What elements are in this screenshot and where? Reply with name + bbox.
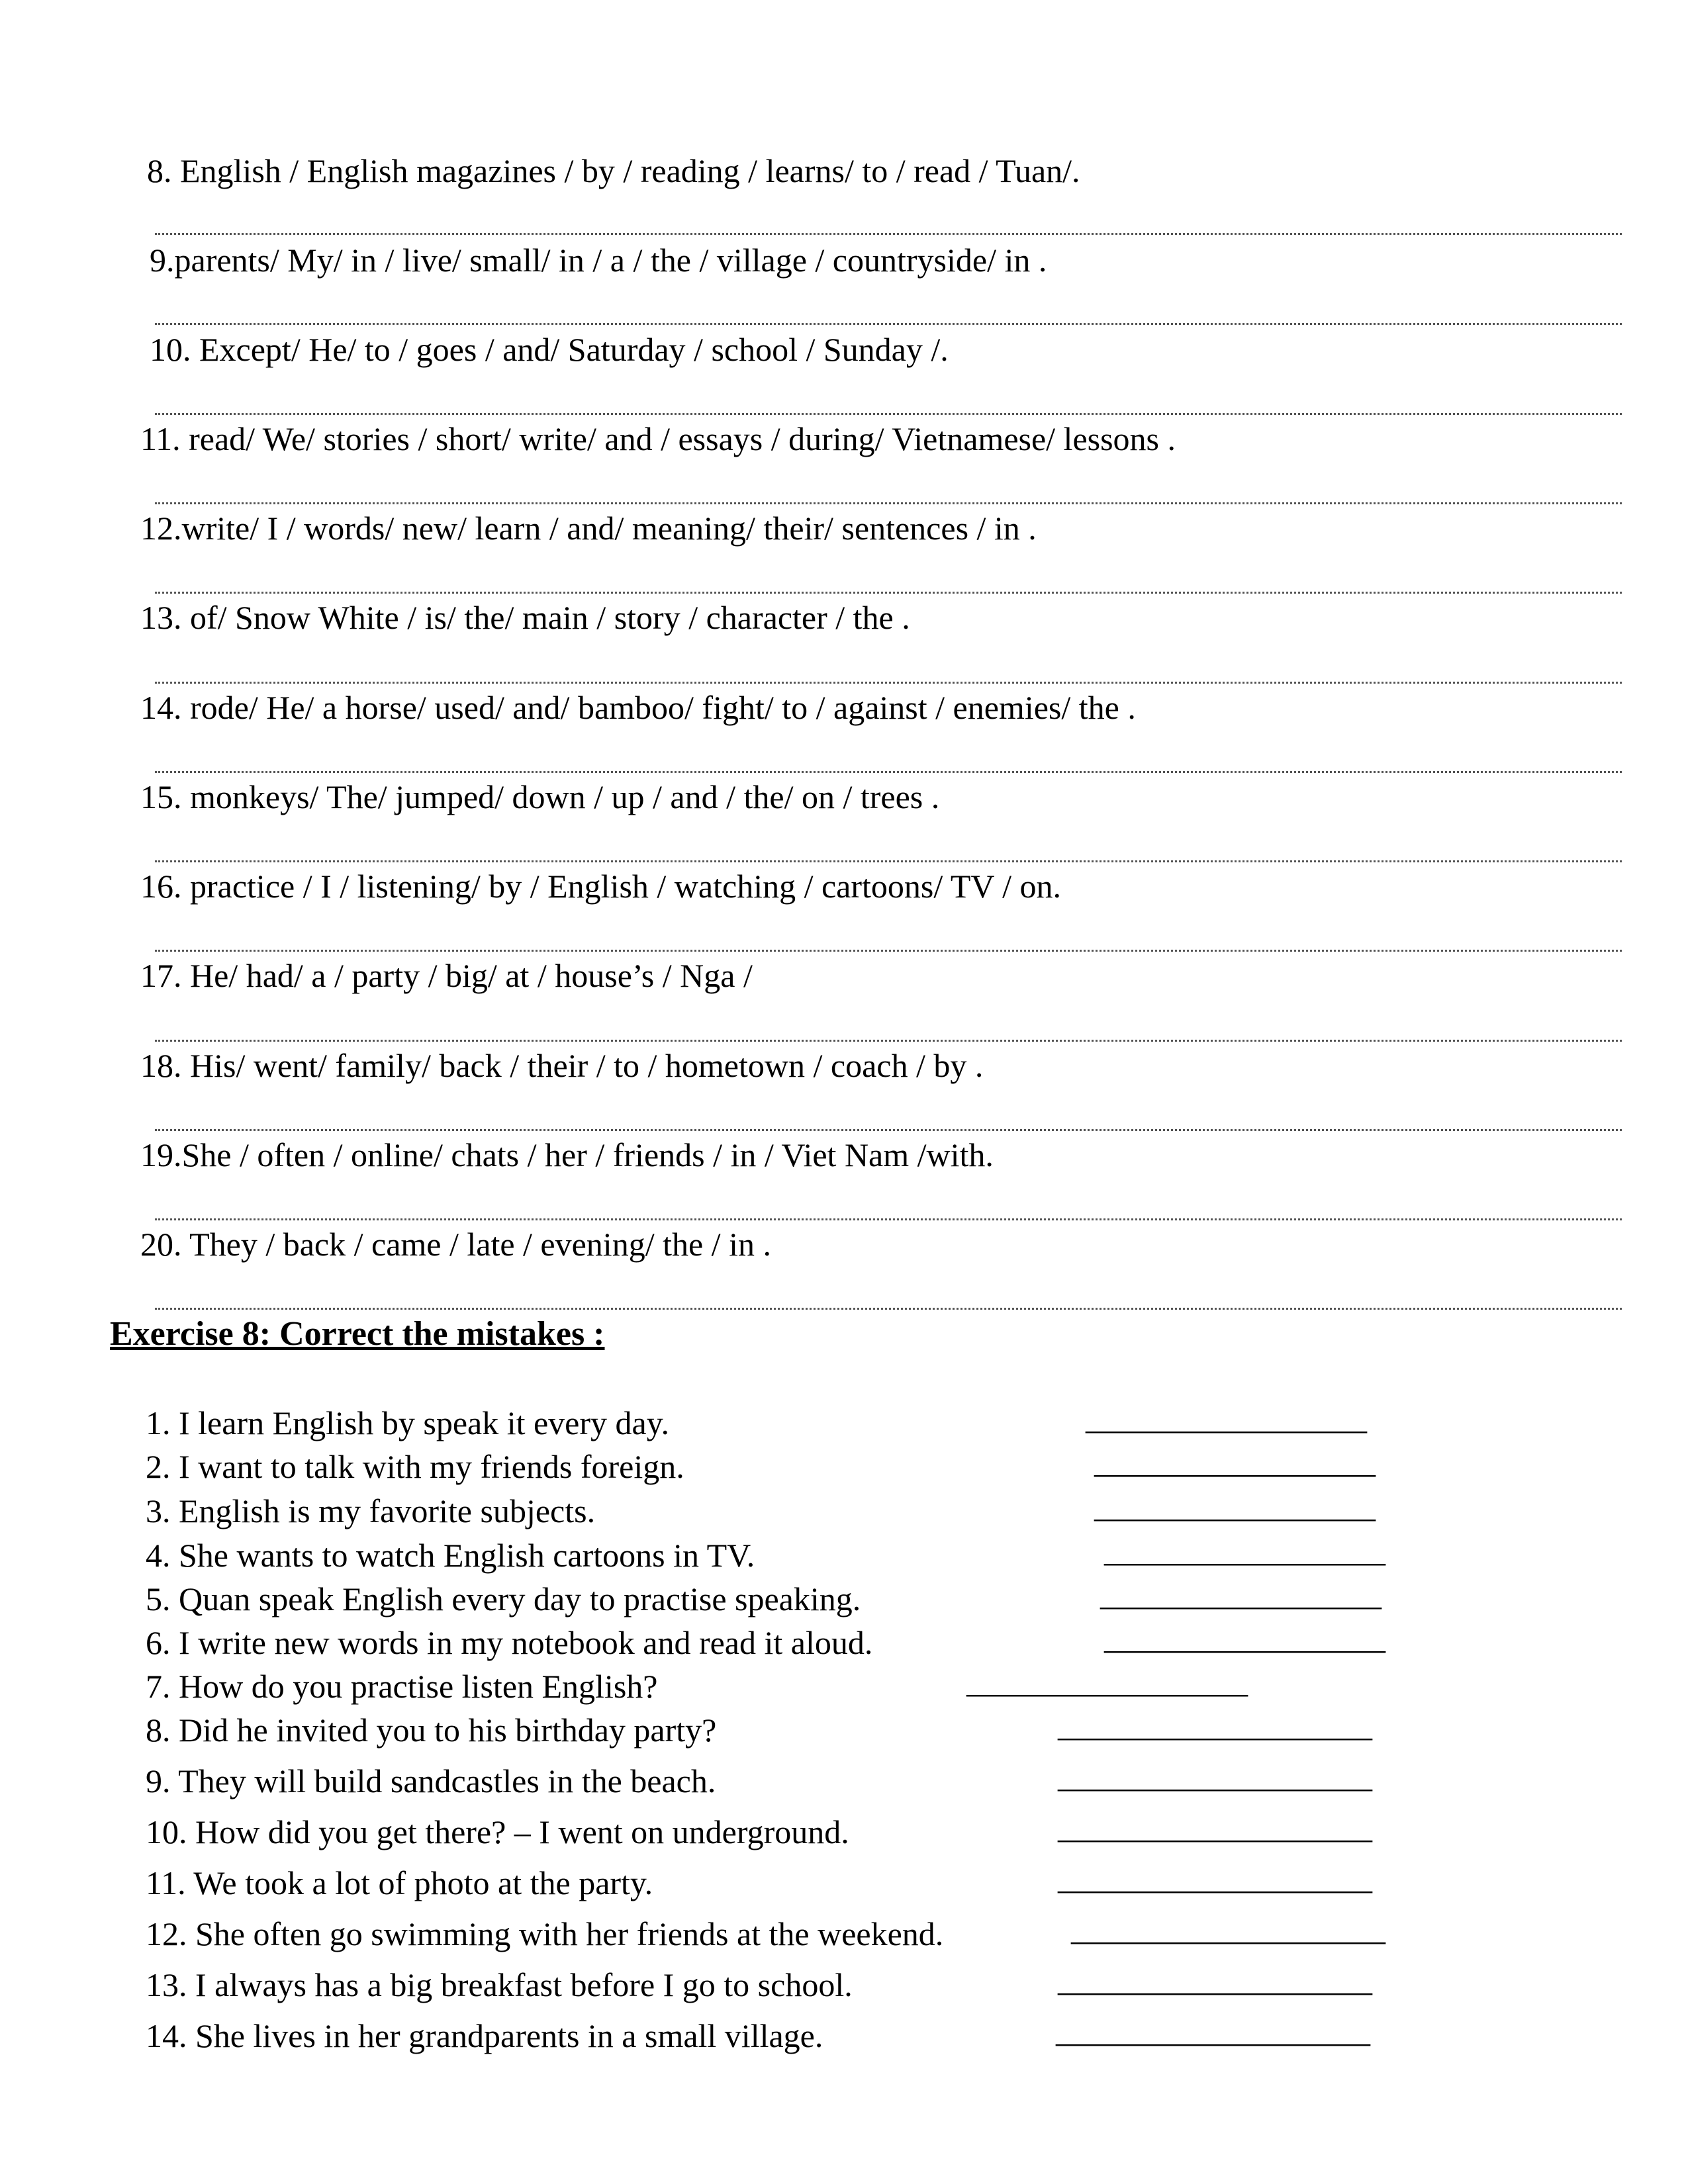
- reorder-sentence-20: 20. They / back / came / late / evening/ the / in .: [140, 1226, 771, 1263]
- answer-line-9: [155, 323, 1622, 325]
- reorder-sentence-15: 15. monkeys/ The/ jumped/ down / up / and / the/ on / trees .: [140, 778, 940, 815]
- mistake-item-9: 9. They will build sandcastles in the beach.: [146, 1762, 716, 1799]
- reorder-sentence-12: 12.write/ I / words/ new/ learn / and/ meaning/ their/ sentences / in .: [140, 510, 1037, 547]
- exercise8-heading: Exercise 8: Correct the mistakes :: [110, 1315, 605, 1353]
- answer-line-17: [155, 1040, 1622, 1042]
- answer-line-16: [155, 950, 1622, 952]
- answer-blank-5: _________________: [1100, 1575, 1382, 1612]
- mistake-item-12: 12. She often go swimming with her friends at the weekend.: [146, 1915, 944, 1952]
- reorder-sentence-13: 13. of/ Snow White / is/ the/ main / story / character / the .: [140, 599, 910, 636]
- mistake-item-3: 3. English is my favorite subjects.: [146, 1492, 596, 1529]
- answer-blank-3: _________________: [1094, 1487, 1376, 1524]
- mistake-item-6: 6. I write new words in my notebook and read it aloud.: [146, 1624, 873, 1661]
- reorder-sentence-10: 10. Except/ He/ to / goes / and/ Saturday / school / Sunday /.: [150, 331, 949, 368]
- answer-blank-1: _________________: [1086, 1399, 1367, 1436]
- mistake-item-10: 10. How did you get there? – I went on underground.: [146, 1813, 849, 1850]
- answer-line-15: [155, 860, 1622, 862]
- answer-line-18: [155, 1129, 1622, 1131]
- answer-line-14: [155, 771, 1622, 773]
- answer-blank-9: ___________________: [1058, 1757, 1372, 1794]
- reorder-sentence-9: 9.parents/ My/ in / live/ small/ in / a / the / village / countryside/ in .: [150, 242, 1047, 279]
- answer-line-20: [155, 1308, 1622, 1310]
- mistake-item-11: 11. We took a lot of photo at the party.: [146, 1864, 653, 1901]
- reorder-sentence-8: 8. English / English magazines / by / reading / learns/ to / read / Tuan/.: [147, 152, 1080, 189]
- reorder-sentence-11: 11. read/ We/ stories / short/ write/ and / essays / during/ Vietnamese/ lessons .: [140, 420, 1176, 457]
- answer-line-13: [155, 682, 1622, 684]
- answer-blank-8: ___________________: [1058, 1706, 1372, 1743]
- answer-line-19: [155, 1218, 1622, 1220]
- answer-blank-11: ___________________: [1058, 1859, 1372, 1896]
- mistake-item-14: 14. She lives in her grandparents in a small village.: [146, 2017, 823, 2054]
- reorder-sentence-14: 14. rode/ He/ a horse/ used/ and/ bamboo/ fight/ to / against / enemies/ the .: [140, 689, 1136, 726]
- answer-blank-6: _________________: [1104, 1619, 1385, 1656]
- mistake-item-1: 1. I learn English by speak it every day.: [146, 1404, 669, 1441]
- answer-blank-4: _________________: [1104, 1531, 1385, 1569]
- mistake-item-7: 7. How do you practise listen English?: [146, 1668, 658, 1705]
- mistake-item-5: 5. Quan speak English every day to practise speaking.: [146, 1580, 861, 1617]
- mistake-item-13: 13. I always has a big breakfast before I go to school.: [146, 1966, 853, 2003]
- answer-line-10: [155, 413, 1622, 415]
- mistake-item-2: 2. I want to talk with my friends foreign.: [146, 1448, 684, 1485]
- answer-blank-2: _________________: [1094, 1443, 1376, 1480]
- reorder-sentence-16: 16. practice / I / listening/ by / English / watching / cartoons/ TV / on.: [140, 868, 1061, 905]
- reorder-sentence-17: 17. He/ had/ a / party / big/ at / house’s / Nga /: [140, 957, 753, 994]
- reorder-sentence-18: 18. His/ went/ family/ back / their / to / hometown / coach / by .: [140, 1047, 984, 1084]
- answer-blank-12: ___________________: [1071, 1910, 1385, 1947]
- mistake-item-8: 8. Did he invited you to his birthday party?: [146, 1711, 717, 1749]
- answer-blank-13: ___________________: [1058, 1961, 1372, 1998]
- answer-blank-7: _________________: [966, 1662, 1248, 1700]
- reorder-sentence-19: 19.She / often / online/ chats / her / friends / in / Viet Nam /with.: [140, 1136, 994, 1173]
- answer-line-8: [155, 233, 1622, 235]
- answer-line-11: [155, 502, 1622, 504]
- answer-blank-14: ___________________: [1056, 2012, 1370, 2049]
- answer-blank-10: ___________________: [1058, 1808, 1372, 1845]
- answer-line-12: [155, 592, 1622, 594]
- mistake-item-4: 4. She wants to watch English cartoons in TV.: [146, 1537, 755, 1574]
